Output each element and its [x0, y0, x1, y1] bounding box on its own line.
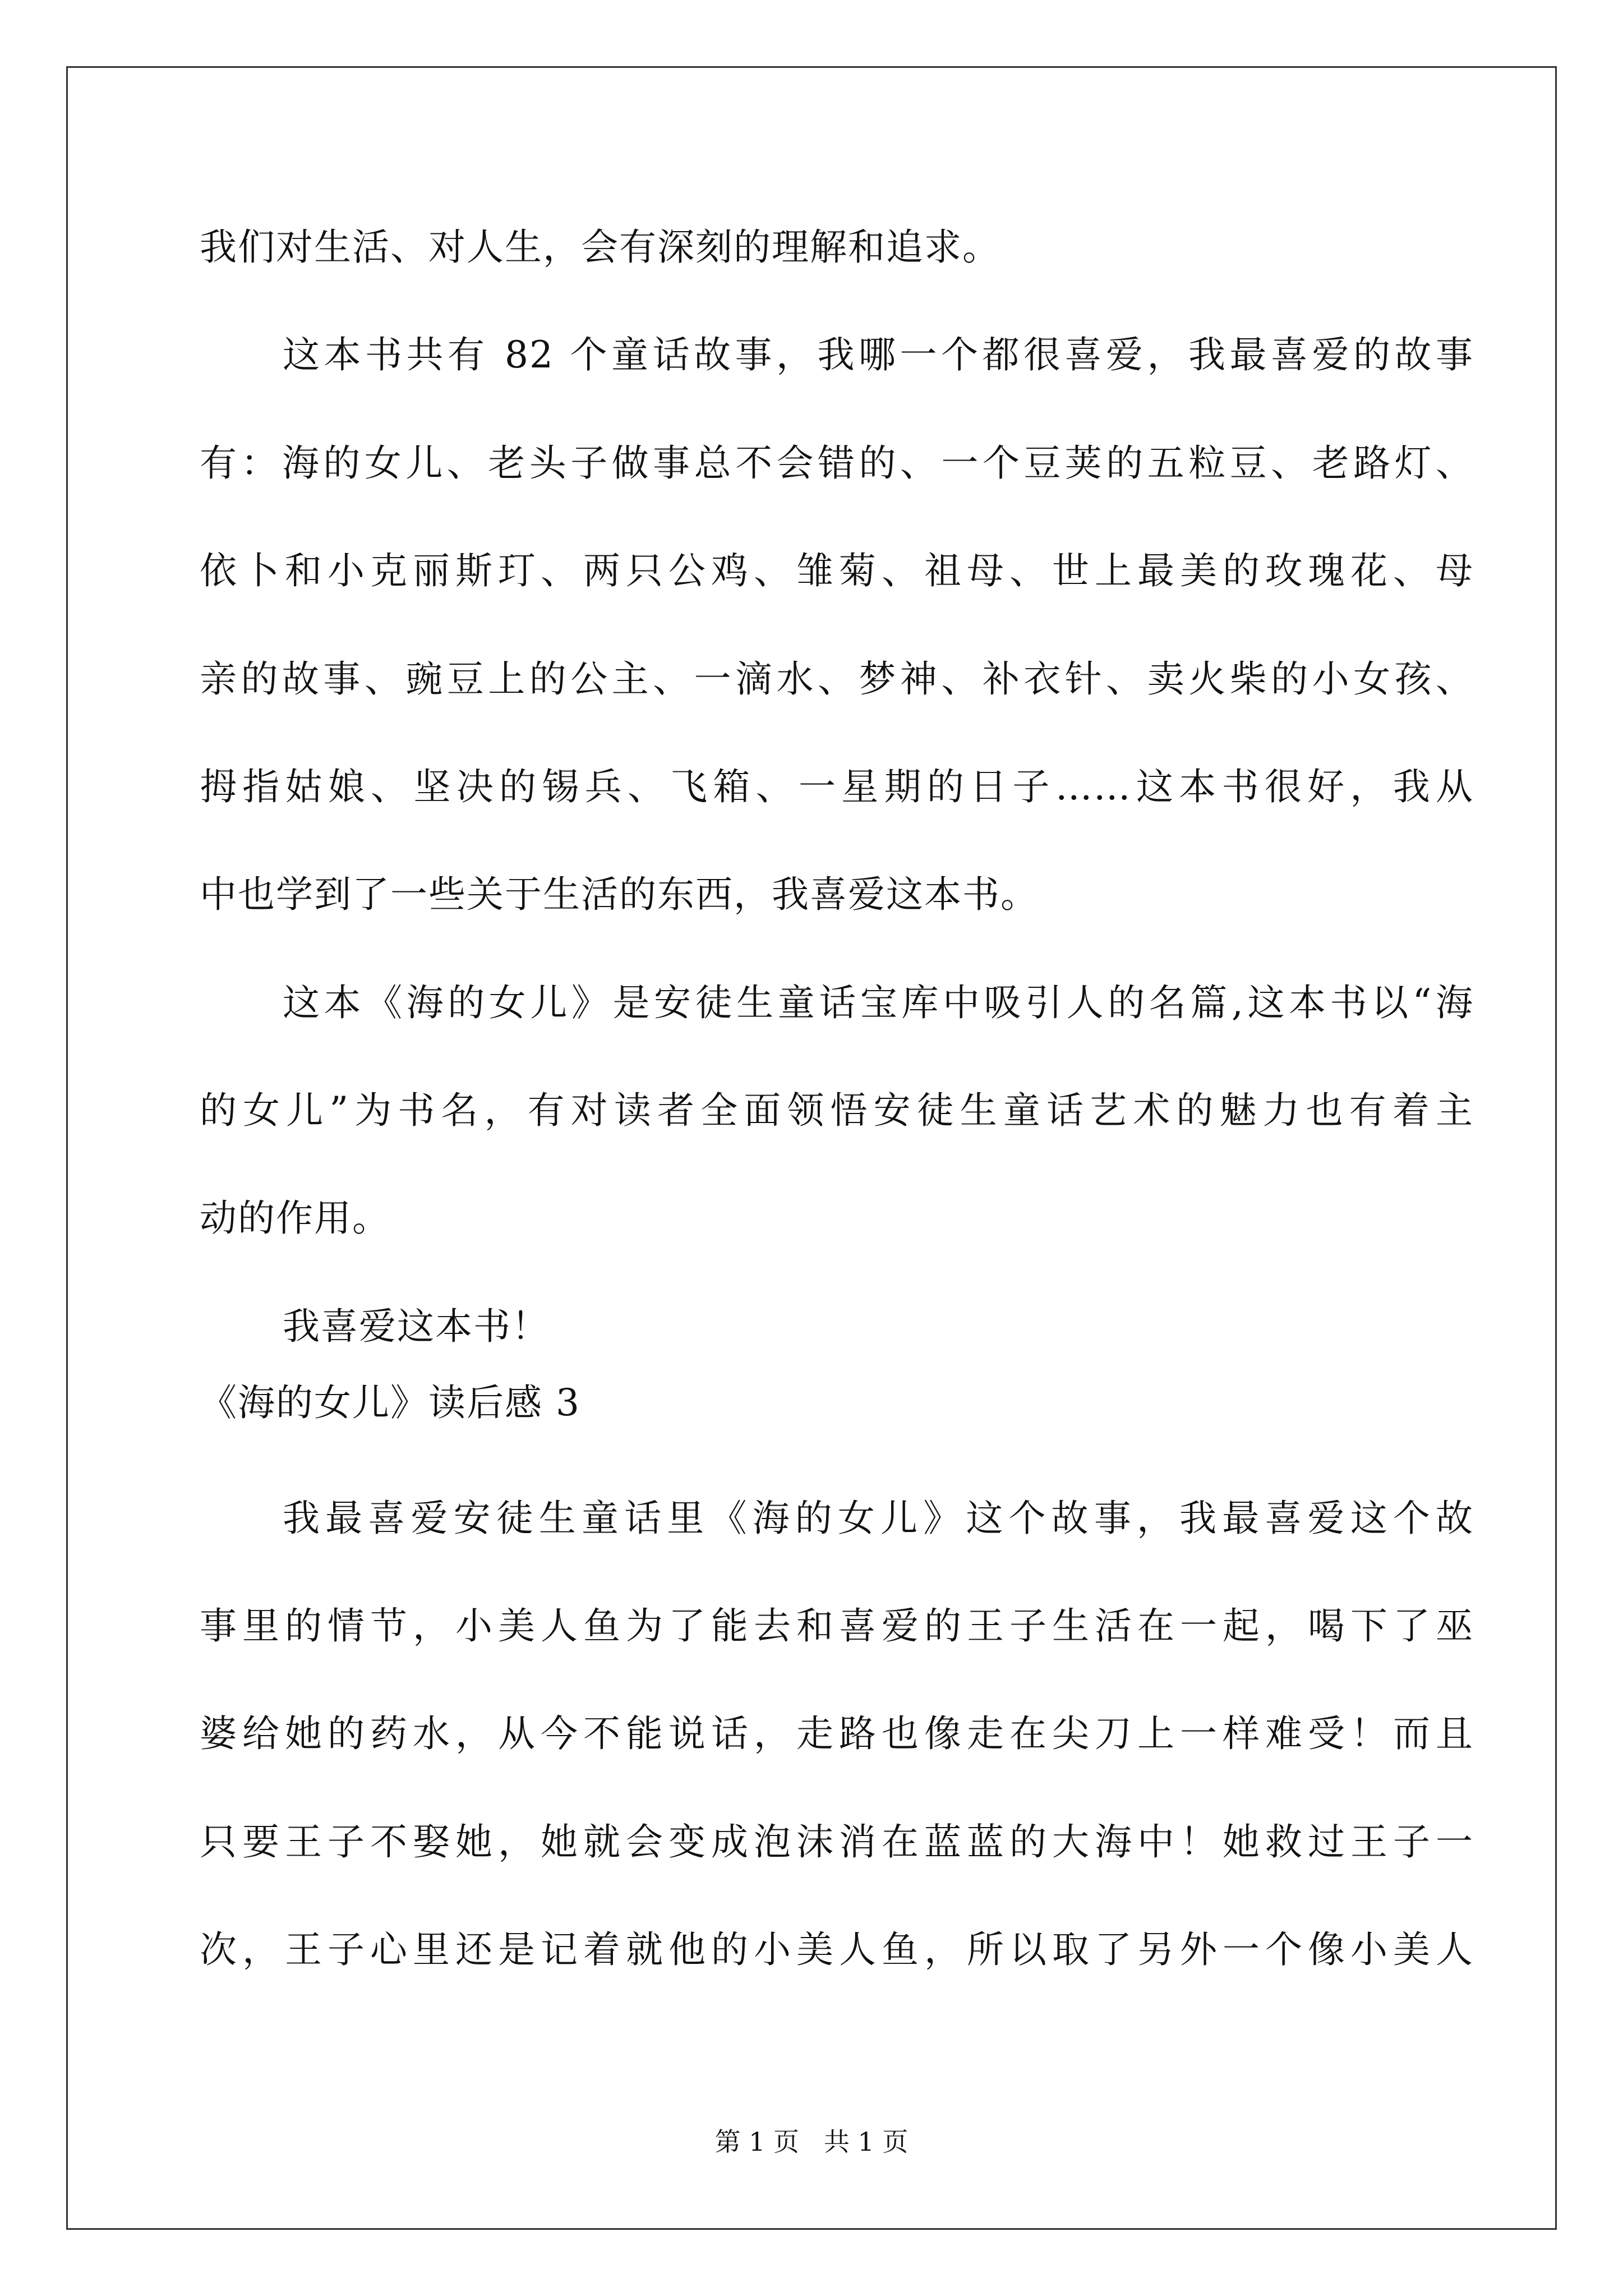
section-heading: 《海的女儿》读后感 3	[200, 1381, 580, 1424]
text-line: 动的作用。	[200, 1197, 390, 1240]
text-line: 我们对生活、对人生，会有深刻的理解和追求。	[200, 226, 1000, 269]
text-line: 事里的情节，小美人鱼为了能去和喜爱的王子生活在一起，喝下了巫	[200, 1604, 1474, 1648]
text-line: 婆给她的药水，从今不能说话，走路也像走在尖刀上一样难受！而且	[200, 1712, 1474, 1755]
text-line: 我最喜爱安徒生童话里《海的女儿》这个故事，我最喜爱这个故	[283, 1497, 1474, 1540]
text-line: 次，王子心里还是记着就他的小美人鱼，所以取了另外一个像小美人	[200, 1928, 1474, 1971]
text-line: 依卜和小克丽斯玎、两只公鸡、雏菊、祖母、世上最美的玫瑰花、母	[200, 549, 1474, 592]
text-line: 拇指姑娘、坚决的锡兵、飞箱、一星期的日子……这本书很好，我从	[200, 765, 1474, 808]
text-line: 中也学到了一些关于生活的东西，我喜爱这本书。	[200, 873, 1039, 916]
text-line: 这本书共有 82 个童话故事，我哪一个都很喜爱，我最喜爱的故事	[283, 333, 1474, 376]
text-line: 的女儿”为书名，有对读者全面领悟安徒生童话艺术的魅力也有着主	[200, 1089, 1474, 1132]
text-line: 只要王子不娶她，她就会变成泡沫消在蓝蓝的大海中！她救过王子一	[200, 1820, 1474, 1864]
text-line: 亲的故事、豌豆上的公主、一滴水、梦神、补衣针、卖火柴的小女孩、	[200, 657, 1474, 701]
text-line: 我喜爱这本书！	[283, 1305, 550, 1348]
text-line: 这本《海的女儿》是安徒生童话宝库中吸引人的名篇,这本书以“海	[283, 981, 1474, 1024]
page-border	[66, 66, 1557, 2230]
page-footer: 第 1 页 共 1 页	[714, 2127, 909, 2157]
text-line: 有：海的女儿、老头子做事总不会错的、一个豆荚的五粒豆、老路灯、	[200, 441, 1474, 485]
